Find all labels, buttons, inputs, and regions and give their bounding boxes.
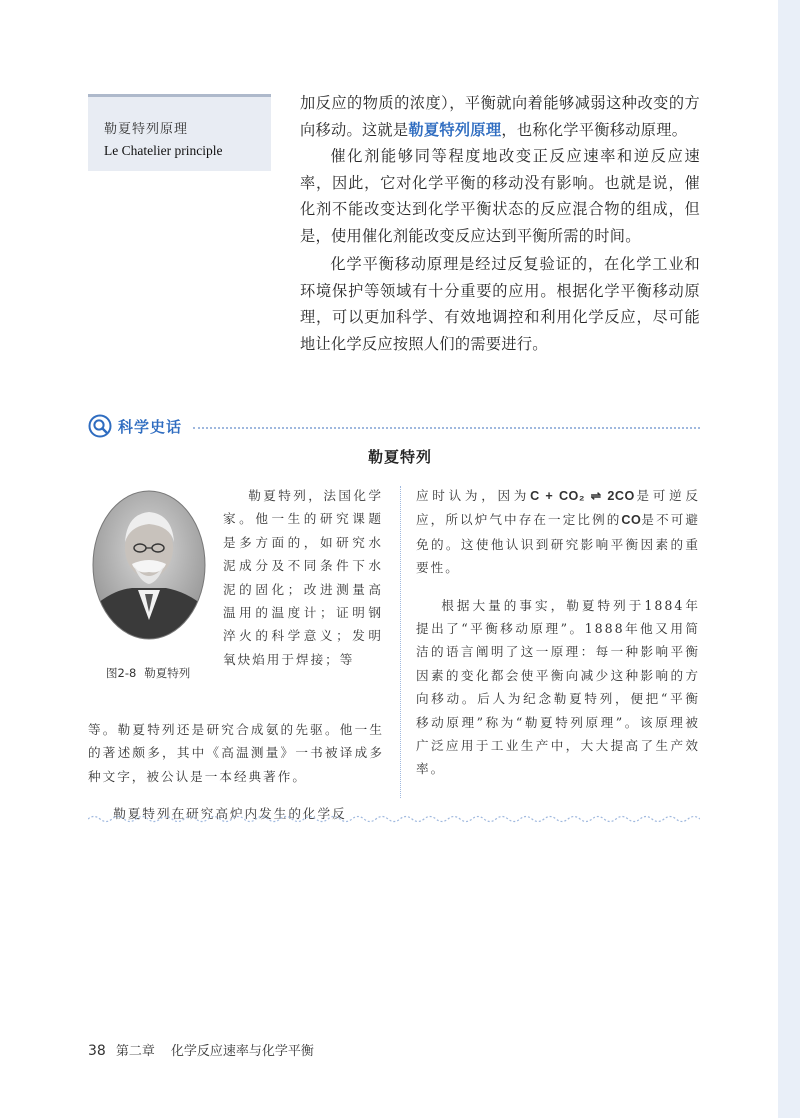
body-paragraph-2: 催化剂能够同等程度地改变正反应速率和逆反应速率，因此，它对化学平衡的移动没有影响。也就是说，催化剂不能改变达到化学平衡状态的反应混合物的组成，但是，使用催化剂能改变反应达到平衡所需的时间。 — [300, 147, 700, 245]
bio-paragraph: 根据大量的事实，勒夏特列于1884年提出了“平衡移动原理”。1888年他又用简洁的语言阐明了这一原理：每一种影响平衡因素的变化都会使平衡向减少这种影响的方向移动。后人为纪念勒夏特列，便把“平衡移动原理”称为“勒夏特列原理”。该原理被广泛应用于工业生产中，大大提高了生产效率。 — [416, 597, 700, 777]
chapter-label: 第二章 — [115, 1044, 155, 1059]
bio-text: 是可逆反应，所以炉气中存在一定比例的 — [416, 488, 700, 528]
column-divider — [400, 486, 401, 798]
page-footer — [88, 1040, 314, 1059]
article-title: 勒夏特列 — [367, 448, 432, 466]
bio-paragraph: 勒夏特列在研究高炉内发生的化学反 — [113, 806, 347, 822]
highlighted-term: 勒夏特列原理 — [408, 120, 502, 139]
section-bottom-border — [88, 814, 700, 824]
bio-paragraph — [416, 484, 700, 580]
margin-term-english: Le Chatelier principle — [104, 143, 223, 158]
bio-text: 是不可避免的。这使他认识到研究影响平衡因素的重要性。 — [416, 512, 701, 576]
main-body-text — [300, 90, 700, 357]
chemical-equation: C + CO₂ ⇌ 2CO — [530, 489, 635, 503]
portrait-image — [92, 490, 206, 640]
figure-number: 图2-8 — [106, 666, 137, 680]
chemical-formula: CO — [621, 513, 642, 528]
chapter-title: 化学反应速率与化学平衡 — [170, 1044, 314, 1059]
body-text: ，也称化学平衡移动原理。 — [501, 120, 688, 139]
page-edge-strip — [778, 0, 800, 1118]
bio-text-beside-photo — [223, 484, 383, 671]
body-paragraph-3: 化学平衡移动原理是经过反复验证的，在化学工业和环境保护等领域有十分重要的应用。根据化学平衡移动原理，可以更加科学、有效地调控和利用化学反应，尽可能地让化学反应按照人们的需要进行。 — [300, 255, 700, 353]
margin-term-box — [88, 94, 271, 171]
figure-caption-text: 勒夏特列 — [144, 666, 191, 680]
margin-term-chinese: 勒夏特列原理 — [104, 122, 189, 137]
bio-paragraph: 勒夏特列，法国化学家。他一生的研究课题是多方面的，如研究水泥成分及不同条件下水泥的固化；改进测量高温用的温度计；证明钢淬火的科学意义；发明氧炔焰用于焊接；等 — [223, 488, 383, 667]
figure-caption — [106, 665, 198, 681]
bio-paragraph: 等。勒夏特列还是研究合成氨的先驱。他一生的著述颇多，其中《高温测量》一书被译成多种文字，被公认是一本经典著作。 — [88, 722, 384, 784]
section-title: 科学史话 — [118, 418, 183, 436]
magnifier-history-icon — [88, 414, 112, 438]
section-divider — [193, 427, 700, 429]
page-number: 38 — [88, 1043, 106, 1059]
bio-text-below-photo — [88, 718, 384, 826]
body-text: 加反应的物质的浓度），平衡就向着能够减弱这种改变的方向移动。这就是 — [300, 94, 700, 139]
body-paragraph-1 — [300, 90, 700, 143]
bio-column-2 — [416, 484, 700, 781]
bio-text: 应时认为，因为 — [416, 488, 531, 503]
section-header — [88, 413, 700, 441]
